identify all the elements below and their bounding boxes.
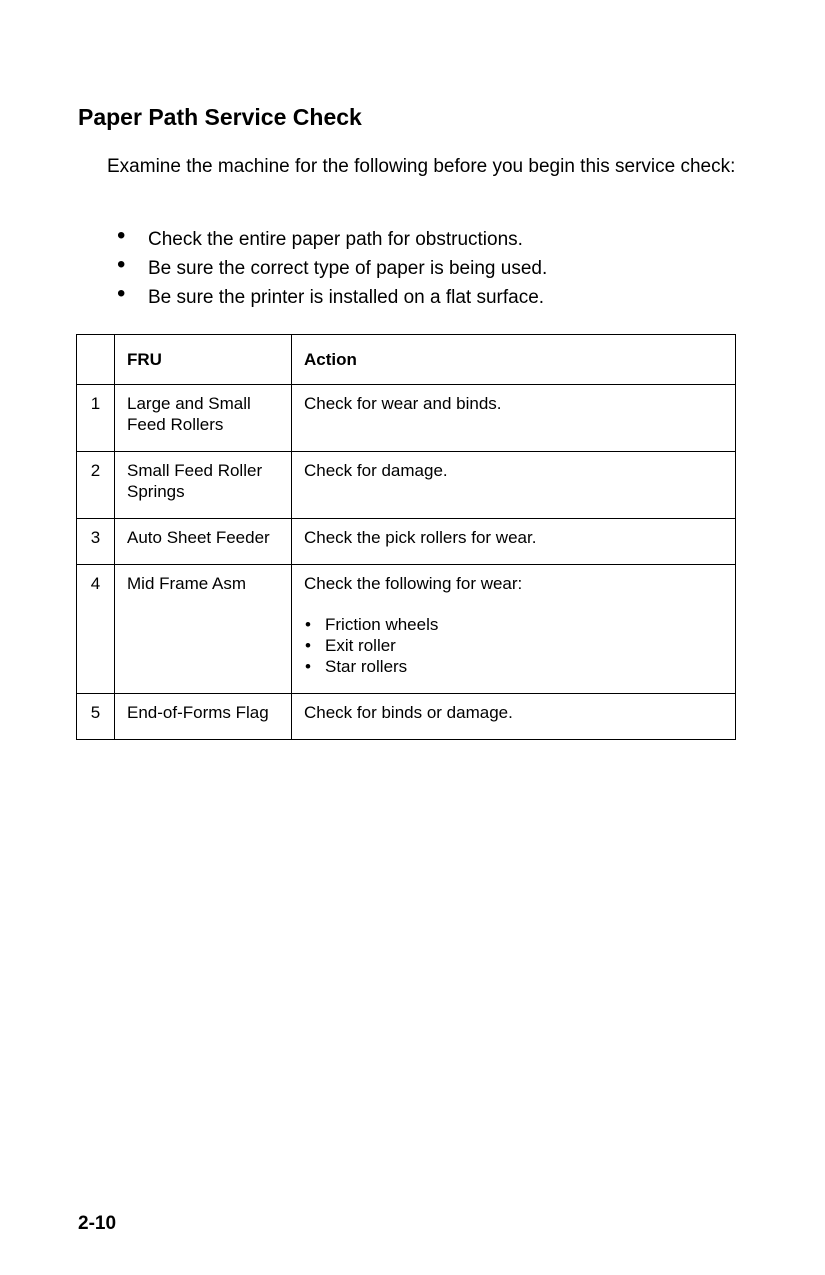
precheck-list — [107, 222, 747, 312]
bullet-icon: • — [117, 280, 126, 307]
bullet-icon: • — [305, 636, 311, 655]
table-header-row — [77, 335, 736, 385]
fru-cell: Auto Sheet Feeder — [115, 519, 292, 565]
action-cell: Check for damage. — [292, 452, 736, 519]
action-cell — [292, 565, 736, 694]
list-item-text: Be sure the printer is installed on a flat surface. — [148, 287, 545, 308]
wear-check-list — [304, 614, 723, 677]
row-number: 1 — [77, 385, 115, 452]
action-cell: Check for binds or damage. — [292, 694, 736, 740]
table-row — [77, 694, 736, 740]
list-item — [107, 251, 747, 283]
fru-cell: Mid Frame Asm — [115, 565, 292, 694]
list-item-text: Exit roller — [325, 636, 396, 655]
list-item-text: Star rollers — [325, 657, 408, 676]
table-row — [77, 519, 736, 565]
bullet-icon: • — [305, 657, 311, 676]
list-item-text: Be sure the correct type of paper is being used. — [148, 258, 548, 279]
header-num — [77, 335, 115, 385]
intro-text: Examine the machine for the following before you begin this service check: — [107, 156, 736, 177]
fru-action-table — [76, 334, 736, 740]
fru-cell: Small Feed Roller Springs — [115, 452, 292, 519]
fru-cell: End-of-Forms Flag — [115, 694, 292, 740]
action-text: Check the following for wear: — [304, 574, 523, 593]
fru-cell: Large and Small Feed Rollers — [115, 385, 292, 452]
list-item-text: Check the entire paper path for obstructions. — [148, 229, 523, 250]
bullet-icon: • — [305, 615, 311, 634]
page-title: Paper Path Service Check — [78, 104, 362, 130]
table-row — [77, 452, 736, 519]
table-row — [77, 565, 736, 694]
list-item — [304, 614, 723, 635]
row-number: 4 — [77, 565, 115, 694]
list-item-text: Friction wheels — [325, 615, 439, 634]
page-number: 2-10 — [78, 1213, 117, 1234]
header-fru: FRU — [115, 335, 292, 385]
bullet-icon: • — [117, 251, 126, 278]
bullet-icon: • — [117, 222, 126, 249]
list-item — [107, 280, 747, 312]
row-number: 3 — [77, 519, 115, 565]
table-row — [77, 385, 736, 452]
list-item — [304, 656, 723, 677]
row-number: 5 — [77, 694, 115, 740]
action-cell: Check the pick rollers for wear. — [292, 519, 736, 565]
list-item — [304, 635, 723, 656]
action-cell: Check for wear and binds. — [292, 385, 736, 452]
row-number: 2 — [77, 452, 115, 519]
list-item — [107, 222, 747, 254]
header-action: Action — [292, 335, 736, 385]
